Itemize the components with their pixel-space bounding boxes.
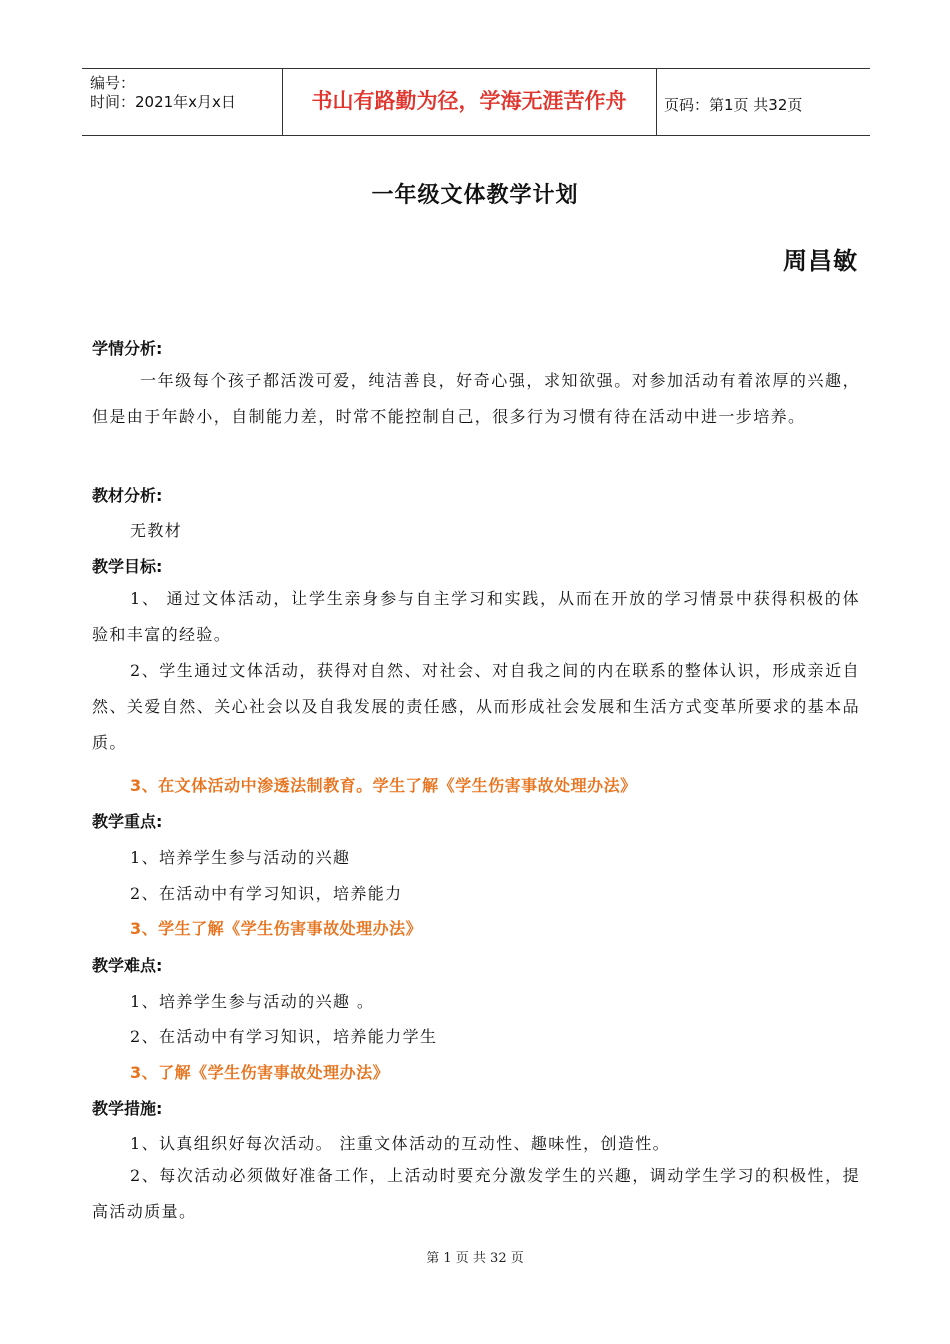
document-author: 周昌敏 <box>783 247 858 275</box>
document-title: 一年级文体教学计划 <box>371 183 579 208</box>
section-heading-key-points: 教学重点: <box>92 812 163 831</box>
header-divider-right <box>656 68 657 135</box>
section-heading-materials: 教材分析: <box>92 486 163 505</box>
header-date: 时间：2021年x月x日 <box>90 93 236 111</box>
goal-item-3-highlight: 3、在文体活动中渗透法制教育。学生了解《学生伤害事故处理办法》 <box>130 776 637 795</box>
key-point-item-2: 2、在活动中有学习知识，培养能力 <box>130 884 403 903</box>
key-point-item-1: 1、培养学生参与活动的兴趣 <box>130 848 351 867</box>
difficulty-item-2: 2、在活动中有学习知识，培养能力学生 <box>130 1027 438 1046</box>
page-footer: 第 1 页 共 32 页 <box>426 1251 524 1266</box>
header-page-info: 页码：第1页 共32页 <box>664 96 803 114</box>
section-heading-measures: 教学措施: <box>92 1099 163 1118</box>
measure-item-1: 1、认真组织好每次活动。 注重文体活动的互动性、趣味性，创造性。 <box>130 1134 671 1153</box>
difficulty-item-1: 1、培养学生参与活动的兴趣 。 <box>130 992 375 1011</box>
section-heading-situation: 学情分析: <box>92 339 163 358</box>
goal-item-2: 2、学生通过文体活动，获得对自然、对社会、对自我之间的内在联系的整体认识，形成亲近自然、关爱自然、关心社会以及自我发展的责任感，从而形成社会发展和生活方式变革所要求的基本品质。 <box>92 661 860 752</box>
materials-text: 无教材 <box>130 521 183 540</box>
measure-item-2: 2、每次活动必须做好准备工作，上活动时要充分激发学生的兴趣，调动学生学习的积极性，提高活动质量。 <box>92 1166 860 1221</box>
header-motto: 书山有路勤为径，学海无涯苦作舟 <box>311 89 627 113</box>
header-number-label: 编号： <box>90 74 136 92</box>
difficulty-item-3-highlight: 3、了解《学生伤害事故处理办法》 <box>130 1063 390 1082</box>
section-heading-goals: 教学目标: <box>92 557 163 576</box>
section-heading-difficulties: 教学难点: <box>92 956 163 975</box>
goal-item-1: 1、 通过文体活动，让学生亲身参与自主学习和实践，从而在开放的学习情景中获得积极的体验和丰富的经验。 <box>92 589 860 644</box>
key-point-item-3-highlight: 3、学生了解《学生伤害事故处理办法》 <box>130 919 423 938</box>
header-bottom-rule <box>82 135 870 136</box>
situation-paragraph: 一年级每个孩子都活泼可爱，纯洁善良，好奇心强，求知欲强。对参加活动有着浓厚的兴趣，但是由于年龄小，自制能力差，时常不能控制自己，很多行为习惯有待在活动中进一步培养。 <box>92 371 860 426</box>
